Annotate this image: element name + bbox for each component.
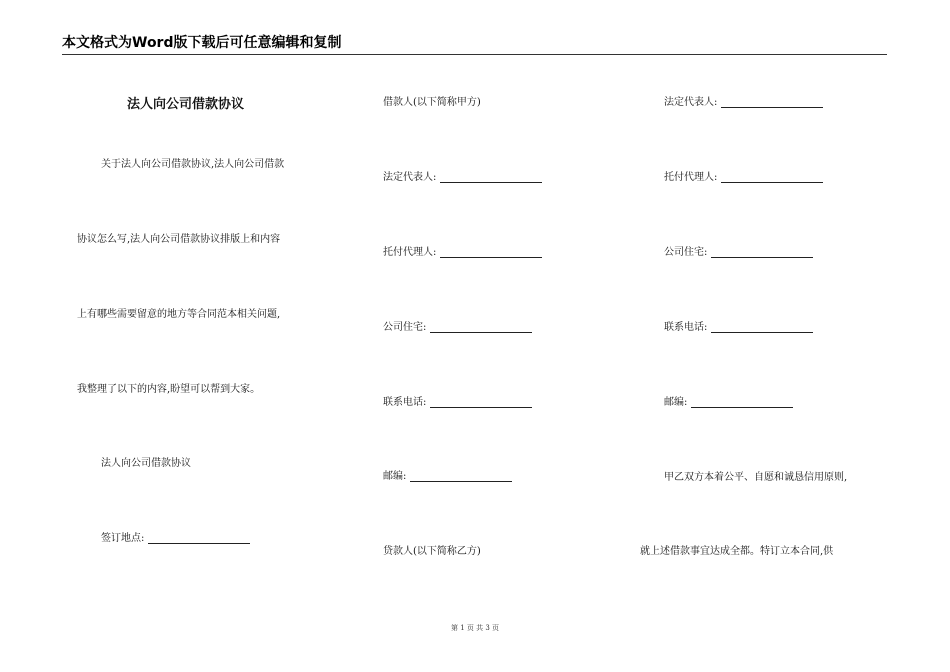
address-field: [664, 243, 813, 258]
intro-line-2: 协议怎么写,法人向公司借款协议排版上和内容: [77, 234, 281, 245]
lender-agent-field: [383, 243, 542, 258]
page-footer: 第 1 页 共 3 页: [450, 624, 500, 632]
document-title: 法人向公司借款协议: [127, 97, 245, 112]
lender-legal-rep-blank: [440, 171, 542, 183]
principle-line-1: 甲乙双方本着公平、自愿和诚恳信用原则,: [664, 472, 848, 483]
agent-label: 托付代理人:: [664, 172, 718, 183]
principle-line-2: 就上述借款事宜达成全都。特订立本合同,供: [640, 546, 834, 557]
lender-postcode-label: 邮编:: [383, 471, 407, 482]
legal-rep-label: 法定代表人:: [664, 97, 718, 108]
header-title: 本文格式为Word版下载后可任意编辑和复制: [62, 35, 342, 51]
legal-rep-blank: [721, 96, 823, 108]
sign-place-blank: [148, 532, 250, 544]
sign-place-label: 签订地点:: [101, 533, 145, 544]
lender-postcode-field: [383, 467, 512, 482]
postcode-blank: [691, 396, 793, 408]
agent-blank: [721, 171, 823, 183]
lender-label: 借款人(以下简称甲方): [383, 97, 481, 108]
lender-postcode-blank: [410, 470, 512, 482]
agreement-heading: 法人向公司借款协议: [101, 458, 191, 469]
intro-line-1: 关于法人向公司借款协议,法人向公司借款: [101, 159, 285, 170]
address-label: 公司住宅:: [664, 247, 708, 258]
phone-label: 联系电话:: [664, 322, 708, 333]
phone-field: [664, 318, 813, 333]
lender-address-field: [383, 318, 532, 333]
lender-address-label: 公司住宅:: [383, 322, 427, 333]
lender-phone-label: 联系电话:: [383, 397, 427, 408]
lender-agent-label: 托付代理人:: [383, 247, 437, 258]
intro-line-4: 我整理了以下的内容,盼望可以帮到大家。: [77, 384, 261, 395]
lender-legal-rep-label: 法定代表人:: [383, 172, 437, 183]
lender-address-blank: [430, 321, 532, 333]
page-header: [62, 30, 887, 55]
lender-legal-rep-field: [383, 168, 542, 183]
sign-place-field: [101, 529, 250, 544]
address-blank: [711, 246, 813, 258]
agent-field: [664, 168, 823, 183]
borrower-label: 贷款人(以下简称乙方): [383, 546, 481, 557]
intro-line-3: 上有哪些需要留意的地方等合同范本相关问题,: [77, 309, 281, 320]
phone-blank: [711, 321, 813, 333]
legal-rep-field: [664, 93, 823, 108]
lender-phone-blank: [430, 396, 532, 408]
postcode-label: 邮编:: [664, 397, 688, 408]
lender-phone-field: [383, 393, 532, 408]
lender-agent-blank: [440, 246, 542, 258]
postcode-field: [664, 393, 793, 408]
